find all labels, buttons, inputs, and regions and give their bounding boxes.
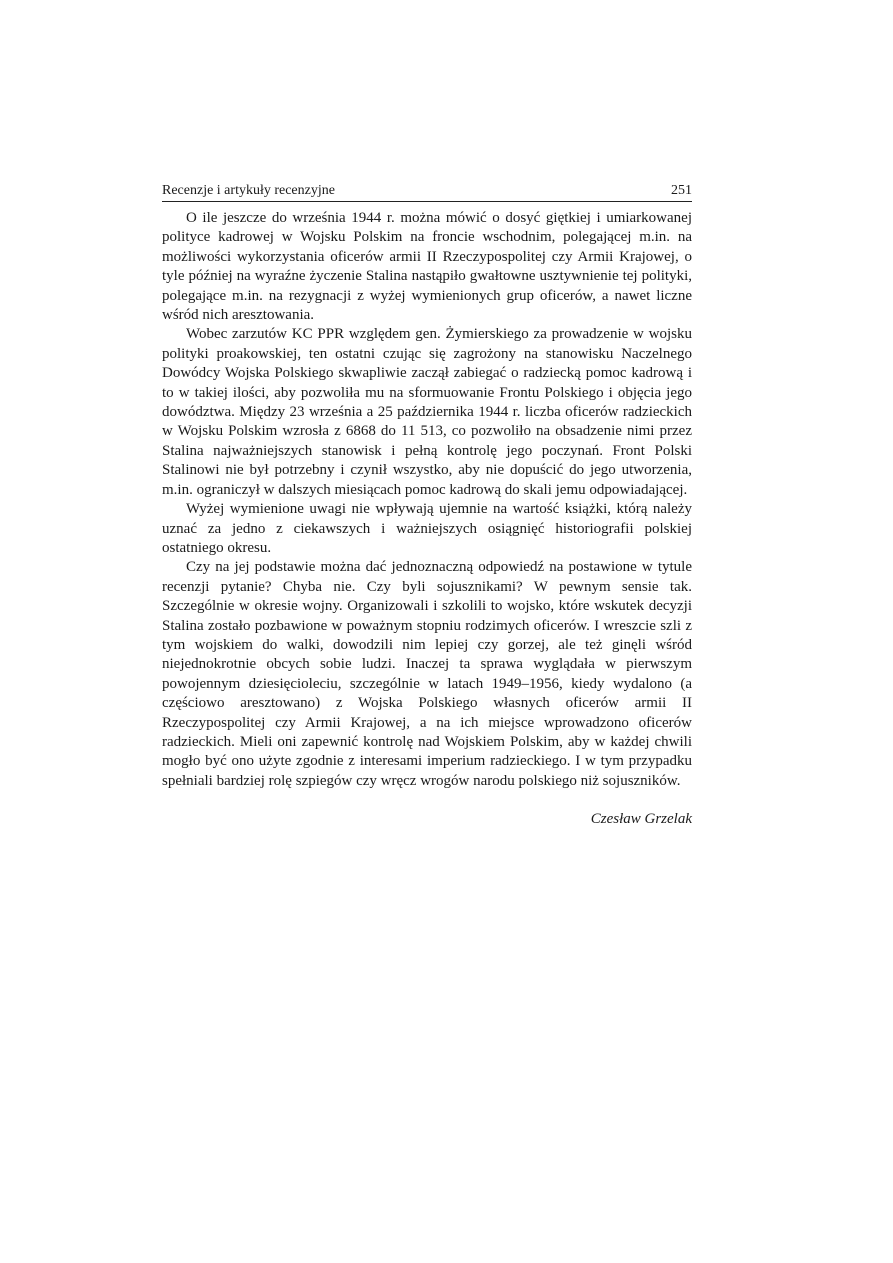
page <box>162 182 692 829</box>
paragraph: Czy na jej podstawie można dać jednoznaczną odpowiedź na postawione w tytule recenzji pytanie? Chyba nie. Czy byli sojusznikami? W pewnym sensie tak. Szczególnie w okresie wojny. Organizowali i szkolili to wojsko, które wskutek decyzji Stalina zostało pozbawione w poważnym stopniu rodzimych oficerów. I wreszcie szli z tym wojskiem do walki, dowodzili nim lepiej czy gorzej, ale też ginęli wśród niejednokrotnie obcych sobie ludzi. Inaczej ta sprawa wyglądała w pierwszym powojennym dziesięcioleciu, szczególnie w latach 1949–1956, kiedy wydalono (a częściowo aresztowano) z Wojska Polskiego własnych oficerów armii II Rzeczypospolitej czy Armii Krajowej, a na ich miejsce wprowadzono oficerów radzieckich. Mieli oni zapewnić kontrolę nad Wojskiem Polskim, aby w każdej chwili mogło być ono użyte zgodnie z interesami imperium radzieckiego. I w tym przypadku spełniali bardziej rolę szpiegów czy wręcz wrogów narodu polskiego niż sojuszników. <box>162 559 692 789</box>
author-signature: Czesław Grzelak <box>590 811 692 828</box>
running-header <box>162 182 692 202</box>
section-title: Recenzje i artykuły recenzyjne <box>162 183 335 198</box>
paragraph: Wobec zarzutów KC PPR względem gen. Żymierskiego za prowadzenie w wojsku polityki proakowskiej, ten ostatni czując się zagrożony na stanowisku Naczelnego Dowódcy Wojska Polskiego skwapliwie zaczął zabiegać o radziecką pomoc kadrową i to w takiej ilości, aby pozwoliła mu na sformuowanie Frontu Polskiego i objęcia jego dowództwa. Między 23 września a 25 października 1944 r. liczba oficerów radzieckich w Wojsku Polskim wzrosła z 6868 do 11 513, co pozwoliło na obsadzenie nimi przez Stalina najważniejszych stanowisk i pełną kontrolę jego poczynań. Front Polski Stalinowi nie był potrzebny i czynił wszystko, aby nie dopuścić do jego utworzenia, m.in. ograniczył w dalszych miesiącach pomoc kadrową do skali jemu odpowiadającej. <box>162 326 692 498</box>
paragraph: Wyżej wymienione uwagi nie wpływają ujemnie na wartość książki, którą należy uznać za jedno z ciekawszych i ważniejszych osiągnięć historiografii polskiej ostatniego okresu. <box>162 501 692 556</box>
page-number: 251 <box>671 183 692 198</box>
article-body <box>162 209 692 791</box>
paragraph: O ile jeszcze do września 1944 r. można mówić o dosyć giętkiej i umiarkowanej polityce kadrowej w Wojsku Polskim na froncie wschodnim, polegającej m.in. na możliwości wykorzystania oficerów armii II Rzeczypospolitej czy Armii Krajowej, o tyle później na wyraźne życzenie Stalina nastąpiło gwałtowne usztywnienie tej polityki, polegające m.in. na rezygnacji z wyżej wymienionych grup oficerów, a nawet liczne wśród nich aresztowania. <box>162 210 692 324</box>
